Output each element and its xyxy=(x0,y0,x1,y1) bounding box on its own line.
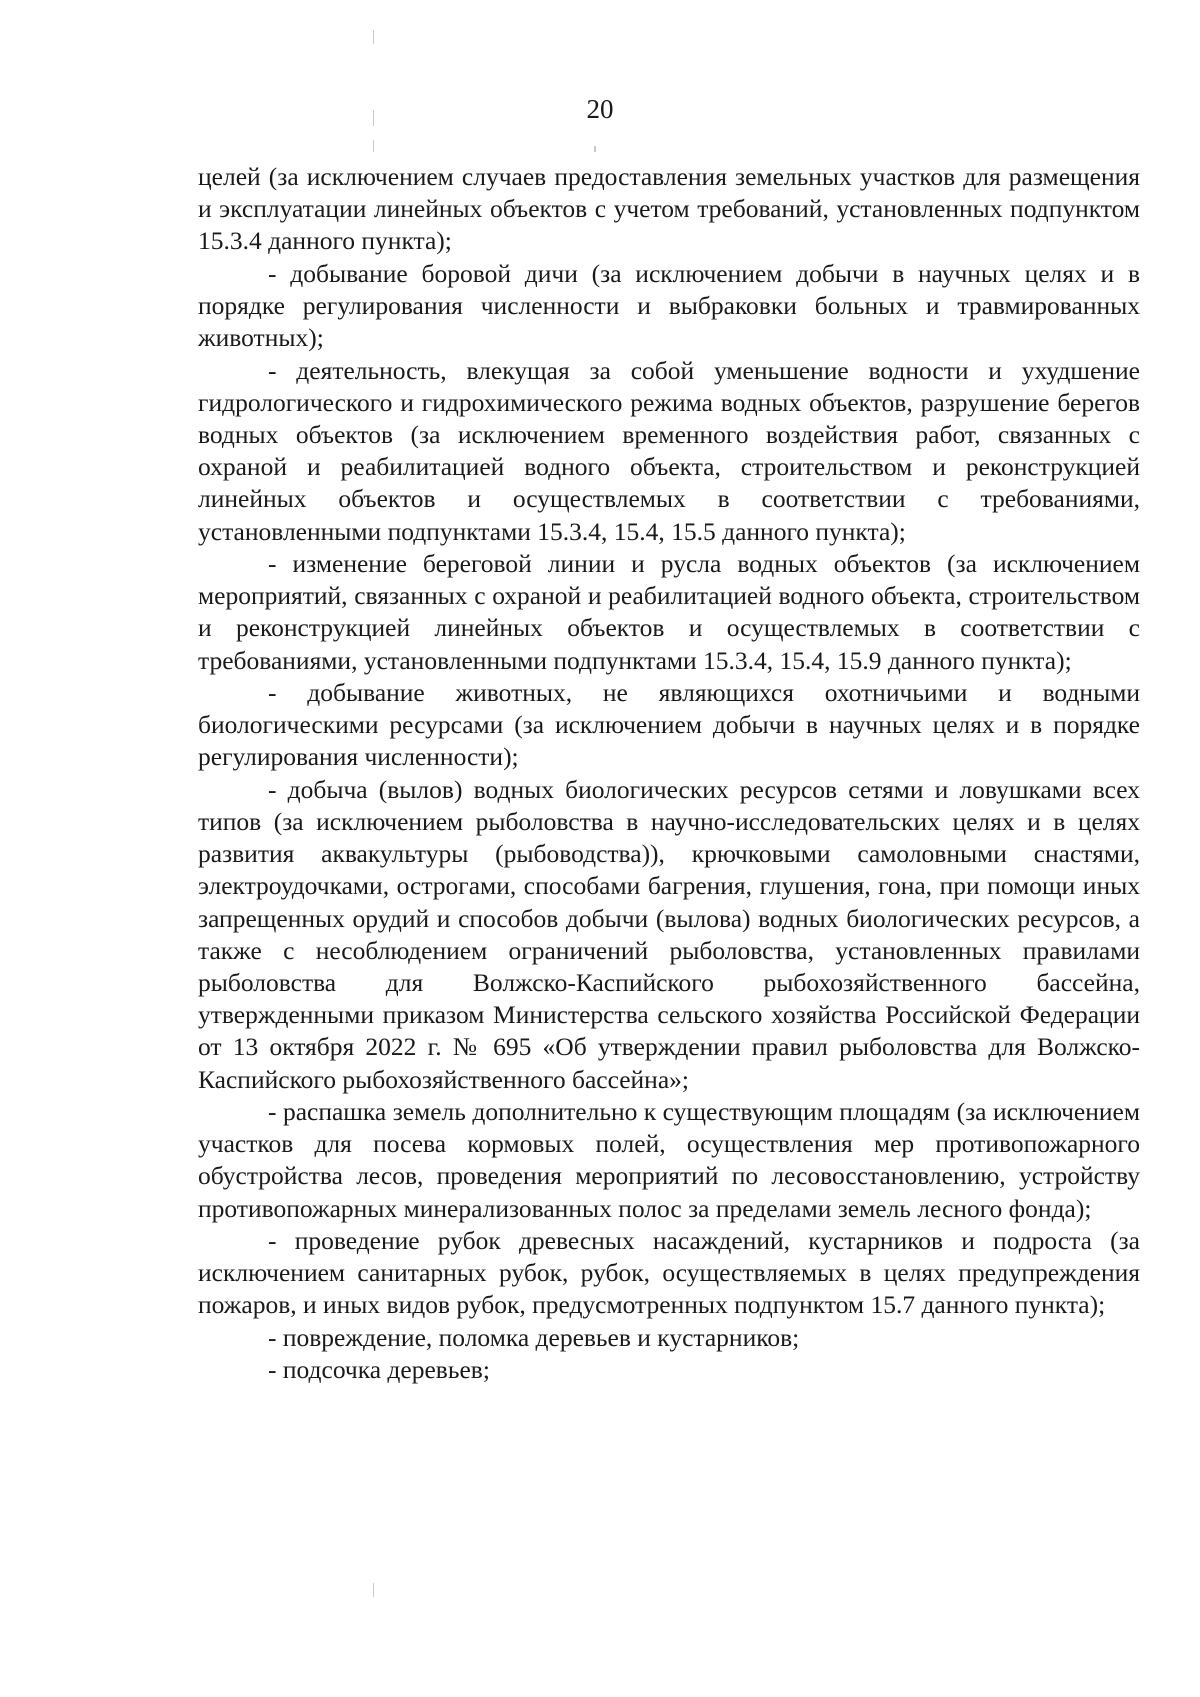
paragraph: целей (за исключением случаев предоставления земельных участков для размещения и эксплуатации линейных объектов с учетом требований, установленных подпунктом 15.3.4 данного пункта); xyxy=(198,162,1140,256)
paragraph: - подсочка деревьев; xyxy=(268,1355,490,1385)
page-number: 20 xyxy=(586,94,614,124)
scan-artifact-mid xyxy=(373,140,374,152)
paragraph: - добывание боровой дичи (за исключением добычи в научных целях и в порядке регулирования численности и выбраковки больных и травмированных животных); xyxy=(198,258,1140,353)
scan-artifact-bottom xyxy=(373,1583,374,1597)
document-body xyxy=(198,161,1140,1387)
paragraph: - повреждение, поломка деревьев и кустарников; xyxy=(268,1322,800,1352)
paragraph: - проведение рубок древесных насаждений, кустарников и подроста (за исключением санитарных рубок, рубок, осуществляемых в целях предупреждения пожаров, и иных видов рубок, предусмотренных подпунктом 15.7 данного пункта); xyxy=(198,1226,1140,1320)
scan-artifact-dot xyxy=(594,146,596,152)
scan-artifact-top xyxy=(373,30,374,44)
paragraph: - добывание животных, не являющихся охотничьими и водными биологическими ресурсами (за исключением добычи в научных целях и в порядке регулирования численности); xyxy=(198,678,1140,772)
paragraph: - деятельность, влекущая за собой уменьшение водности и ухудшение гидрологического и гидрохимического режима водных объектов, разрушение берегов водных объектов (за исключением временного воздействия работ, связанных с охраной и реабилитацией водного объекта, строительством и реконструкцией линейных объектов и осуществлемых в соответствии с требованиями, установленными подпунктами 15.3.4, 15.4, 15.5 данного пункта); xyxy=(198,355,1140,546)
paragraph: - распашка земель дополнительно к существующим площадям (за исключением участков для посева кормовых полей, осуществления мер противопожарного обустройства лесов, проведения мероприятий по лесовосстановлению, устройству противопожарных минерализованных полос за пределами земель лесного фонда); xyxy=(198,1097,1140,1223)
paragraph: - добыча (вылов) водных биологических ресурсов сетями и ловушками всех типов (за исключением рыболовства в научно-исследовательских целях и в целях развития аквакультуры (рыбоводства)), крючковыми самоловными снастями, электроудочками, острогами, способами багрения, глушения, гона, при помощи иных запрещенных орудий и способов добычи (вылова) водных биологических ресурсов, а также с несоблюдением ограничений рыболовства, установленных правилами рыболовства для Волжско-Каспийского рыбохозяйственного бассейна, утвержденными приказом Министерства сельского хозяйства Российской Федерации от 13 октября 2022 г. № 695 «Об утверждении правил рыболовства для Волжско-Каспийского рыбохозяйственного бассейна»; xyxy=(198,774,1140,1094)
paragraph: - изменение береговой линии и русла водных объектов (за исключением мероприятий, связанных с охраной и реабилитацией водного объекта, строительством и реконструкцией линейных объектов и осуществлемых в соответствии с требованиями, установленными подпунктами 15.3.4, 15.4, 15.9 данного пункта); xyxy=(198,549,1140,675)
